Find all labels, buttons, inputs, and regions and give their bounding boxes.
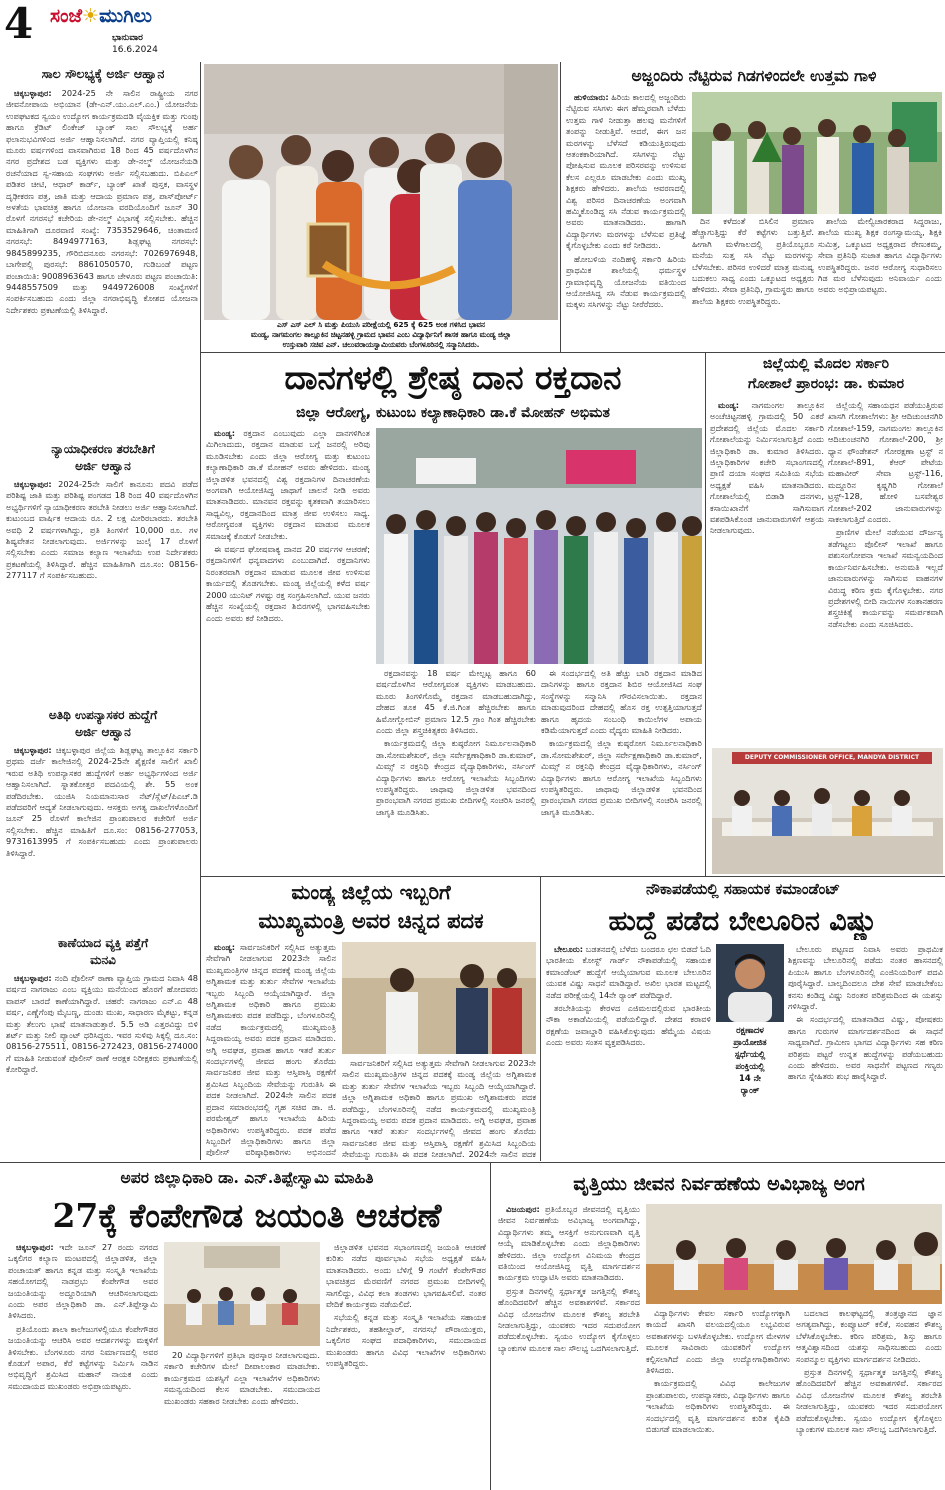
navy-headline-2: ಹುದ್ದೆ ಪಡೆದ ಬೇಲೂರಿನ ವಿಷ್ಣು [608, 906, 878, 937]
dateline: ಮಂಡ್ಯ: [718, 400, 740, 410]
article-text: ಈ ವರ್ಷದ ಘೋಷವಾಕ್ಯ ದಾನದ 20 ವರ್ಷಗಳ ಆಚರಣೆ; ರಕ್ತದಾನಿಗಳಿಗೆ ಧನ್ಯವಾದಗಳು ಎಂಬುದಾಗಿದೆ. ರಕ್ತದಾನಿಗಳು ನಿರಂತರವಾಗಿ ರಕ್ತದಾನ ಮಾಡುವ ಮೂಲಕ ಜೀವ ಉಳಿಸುವ ಕಾರ್ಯದಲ್ಲಿ ತೊಡಗಬೇಕು. ಮಂಡ್ಯ ಜಿಲ್ಲೆಯಲ್ಲಿ ಕಳೆದ ವರ್ಷ 2000 ಯುನಿಟ್ ಗಳಷ್ಟು ರಕ್ತ ಸಂಗ್ರಹಿಸಲಾಗಿದೆ. ಯುವ ಜನರು ಹೆಚ್ಚಿನ ಸಂಖ್ಯೆಯಲ್ಲಿ ರಕ್ತದಾನ ಶಿಬಿರಗಳಲ್ಲಿ ಭಾಗವಹಿಸಬೇಕು ಎಂದು ಅವರು ಕರೆ ನೀಡಿದರು. [206, 544, 370, 623]
career-body-col2 [646, 1308, 790, 1488]
kempegowda-body-col2 [164, 1350, 320, 1488]
article-text: ಕಾರ್ಯಕ್ರಮದಲ್ಲಿ ಜಿಲ್ಲಾ ಕುಷ್ಠರೋಗ ನಿರ್ಮೂಲನಾಧಿಕಾರಿ ಡಾ.ಸೋಮಶೇಖರ್, ಜಿಲ್ಲಾ ಸರ್ವೇಕ್ಷಣಾಧಿಕಾರಿ ಡಾ.ಕುಮಾರ್, ಮಿಮ್ಸ್ ನ ರಕ್ತನಿಧಿ ಕೇಂದ್ರದ ವೈದ್ಯಾಧಿಕಾರಿಗಳು, ನರ್ಸಿಂಗ್ ವಿದ್ಯಾರ್ಥಿಗಳು ಹಾಗೂ ಆರೋಗ್ಯ ಇಲಾಖೆಯ ಸಿಬ್ಬಂದಿಗಳು ಉಪಸ್ಥಿತರಿದ್ದರು. ಜಾಥಾವು ಜಿಲ್ಲಾಡಳಿತ ಭವನದಿಂದ ಪ್ರಾರಂಭವಾಗಿ ನಗರದ ಪ್ರಮುಖ ಬೀದಿಗಳಲ್ಲಿ ಸಂಚರಿಸಿ ಜನರಲ್ಲಿ ಜಾಗೃತಿ ಮೂಡಿಸಿತು. [541, 738, 702, 817]
gaushala-meeting-photo [712, 748, 943, 874]
blood-donation-headline: ದಾನಗಳಲ್ಲಿ ಶ್ರೇಷ್ಠ ದಾನ ರಕ್ತದಾನ [284, 358, 622, 397]
photo-tag-line: ಪ್ರಾಯೋಜಿತ [733, 1037, 767, 1047]
guest-lecturer-headline-2: ಅರ್ಜಿ ಆಹ್ವಾನ [75, 725, 131, 739]
trees-article-body-left [566, 92, 686, 350]
section-divider [201, 352, 945, 353]
tree-planting-photo [692, 92, 942, 214]
article-text: ಕಾರ್ಯಕ್ರಮದಲ್ಲಿ ಜಿಲ್ಲಾ ಕುಷ್ಠರೋಗ ನಿರ್ಮೂಲನಾಧಿಕಾರಿ ಡಾ.ಸೋಮಶೇಖರ್, ಜಿಲ್ಲಾ ಸರ್ವೇಕ್ಷಣಾಧಿಕಾರಿ ಡಾ.ಕುಮಾರ್, ಮಿಮ್ಸ್ ನ ರಕ್ತನಿಧಿ ಕೇಂದ್ರದ ವೈದ್ಯಾಧಿಕಾರಿಗಳು, ನರ್ಸಿಂಗ್ ವಿದ್ಯಾರ್ಥಿಗಳು ಹಾಗೂ ಆರೋಗ್ಯ ಇಲಾಖೆಯ ಸಿಬ್ಬಂದಿಗಳು ಉಪಸ್ಥಿತರಿದ್ದರು. ಜಾಥಾವು ಜಿಲ್ಲಾಡಳಿತ ಭವನದಿಂದ ಪ್ರಾರಂಭವಾಗಿ ನಗರದ ಪ್ರಮುಖ ಬೀದಿಗಳಲ್ಲಿ ಸಂಚರಿಸಿ ಜನರಲ್ಲಿ ಜಾಗೃತಿ ಮೂಡಿಸಿತು. [376, 738, 536, 817]
dateline: ಮಂಡ್ಯ: [214, 942, 236, 952]
masthead-day: ಭಾನುವಾರ [112, 33, 143, 43]
career-body-col1 [498, 1204, 640, 1488]
tribunal-article-body [6, 479, 198, 707]
felicitation-photo [204, 64, 558, 320]
article-text: ಬದಲಾದ ಕಾಲಘಟ್ಟದಲ್ಲಿ ತಂತ್ರಜ್ಞಾನದ ಜ್ಞಾನ ಅಗತ್ಯವಾಗಿದ್ದು, ಕಂಪ್ಯೂಟರ್ ಕಲಿಕೆ, ಸಂವಹನ ಕೌಶಲ್ಯ ಬೆಳೆಸಿಕೊಳ್ಳಬೇಕು. ಕಠಿಣ ಪರಿಶ್ರಮ, ಶಿಸ್ತು ಹಾಗೂ ಆತ್ಮವಿಶ್ವಾಸದಿಂದ ಯಶಸ್ಸು ಸಾಧಿಸಬಹುದು ಎಂದು ಸಂಪನ್ಮೂಲ ವ್ಯಕ್ತಿಗಳು ಮಾರ್ಗದರ್ಶನ ನೀಡಿದರು. [796, 1308, 942, 1364]
article-text: ಈ ಸಂದರ್ಭದಲ್ಲಿ ಮಾತನಾಡಿದ ವಿಷ್ಣು, ಪೋಷಕರು ಹಾಗೂ ಗುರುಗಳ ಮಾರ್ಗದರ್ಶನದಿಂದ ಈ ಸಾಧನೆ ಸಾಧ್ಯವಾಗಿದೆ. ಗ್ರಾಮೀಣ ಭಾಗದ ವಿದ್ಯಾರ್ಥಿಗಳು ಸಹ ಕಠಿಣ ಪರಿಶ್ರಮ ಪಟ್ಟರೆ ಉನ್ನತ ಹುದ್ದೆಗಳನ್ನು ಪಡೆಯಬಹುದು ಎಂದು ಹೇಳಿದರು. ಅವರ ಸಾಧನೆಗೆ ಪಟ್ಟಣದ ಗಣ್ಯರು ಹಾಗೂ ಸ್ನೇಹಿತರು ಶುಭ ಹಾರೈಸಿದ್ದಾರೆ. [788, 1014, 943, 1082]
article-text: ಇದೇ ಜೂನ್ 27 ರಂದು ನಗರದ ಒಕ್ಕಲಿಗರ ಕಲ್ಯಾಣ ಮಂಟಪದಲ್ಲಿ ಜಿಲ್ಲಾಡಳಿತ, ಜಿಲ್ಲಾ ಪಂಚಾಯತ್ ಹಾಗೂ ಕನ್ನಡ ಮತ್ತು ಸಂಸ್ಕೃತಿ ಇಲಾಖೆಯ ಸಹಯೋಗದಲ್ಲಿ ನಾಡಪ್ರಭು ಕೆಂಪೇಗೌಡ ಅವರ ಜಯಂತಿಯನ್ನು ಅದ್ದೂರಿಯಾಗಿ ಆಚರಿಸಲಾಗುವುದು ಎಂದು ಅಪರ ಜಿಲ್ಲಾಧಿಕಾರಿ ಡಾ. ಎನ್.ತಿಪ್ಪೇಸ್ವಾಮಿ ತಿಳಿಸಿದರು. [8, 1242, 158, 1321]
masthead-date: 16.6.2024 [112, 45, 158, 55]
logo-part-2: ಮುಗಿಲು [99, 5, 152, 27]
article-text: ಪ್ರತಿಯೊಬ್ಬರ ಜೀವನದಲ್ಲಿ ವೃತ್ತಿಯು ಜೀವನ ನಿರ್ವಹಣೆಯ ಅವಿಭಾಜ್ಯ ಅಂಗವಾಗಿದ್ದು, ವಿದ್ಯಾರ್ಥಿಗಳು ತಮ್ಮ ಆಸಕ್ತಿಗೆ ಅನುಗುಣವಾಗಿ ವೃತ್ತಿ ಆಯ್ಕೆ ಮಾಡಿಕೊಳ್ಳಬೇಕು ಎಂದು ಜಿಲ್ಲಾಧಿಕಾರಿಗಳು ಹೇಳಿದರು. ಜಿಲ್ಲಾ ಉದ್ಯೋಗ ವಿನಿಮಯ ಕೇಂದ್ರದ ವತಿಯಿಂದ ಆಯೋಜಿಸಿದ್ದ ವೃತ್ತಿ ಮಾರ್ಗದರ್ಶನ ಕಾರ್ಯಕ್ರಮ ಉದ್ಘಾಟಿಸಿ ಅವರು ಮಾತನಾಡಿದರು. [498, 1204, 640, 1283]
tribunal-article-headline-2: ಅರ್ಜಿ ಆಹ್ವಾನ [75, 459, 131, 473]
medal-headline-2: ಮುಖ್ಯಮಂತ್ರಿ ಅವರ ಚಿನ್ನದ ಪದಕ [258, 908, 484, 933]
dateline: ಹುಳಿಯಾರು: [574, 92, 609, 102]
article-text: ವಿದ್ಯಾರ್ಥಿಗಳು ಕೇವಲ ಸರ್ಕಾರಿ ಉದ್ಯೋಗಕ್ಕಾಗಿ ಕಾಯದೆ ಖಾಸಗಿ ವಲಯದಲ್ಲಿಯೂ ಲಭ್ಯವಿರುವ ಅವಕಾಶಗಳನ್ನು ಬಳಸಿಕೊಳ್ಳಬೇಕು. ಉದ್ಯೋಗ ಮೇಳಗಳ ಮೂಲಕ ಸಾವಿರಾರು ಯುವಕರಿಗೆ ಉದ್ಯೋಗ ಕಲ್ಪಿಸಲಾಗಿದೆ ಎಂದು ಜಿಲ್ಲಾ ಉದ್ಯೋಗಾಧಿಕಾರಿಗಳು ತಿಳಿಸಿದರು. [646, 1308, 790, 1376]
article-text: ಪ್ರಸ್ತುತ ದಿನಗಳಲ್ಲಿ ಸ್ಪರ್ಧಾತ್ಮಕ ಜಗತ್ತಿನಲ್ಲಿ ಕೌಶಲ್ಯ ಹೊಂದಿದವರಿಗೆ ಹೆಚ್ಚಿನ ಅವಕಾಶಗಳಿವೆ. ಸರ್ಕಾರದ ವಿವಿಧ ಯೋಜನೆಗಳ ಮೂಲಕ ಕೌಶಲ್ಯ ತರಬೇತಿ ನೀಡಲಾಗುತ್ತಿದ್ದು, ಯುವಕರು ಇದರ ಸದುಪಯೋಗ ಪಡೆದುಕೊಳ್ಳಬೇಕು. ಸ್ವಯಂ ಉದ್ಯೋಗ ಕೈಗೊಳ್ಳಲು ಬ್ಯಾಂಕುಗಳ ಮೂಲಕ ಸಾಲ ಸೌಲಭ್ಯ ಒದಗಿಸಲಾಗುತ್ತಿದೆ. [498, 1285, 640, 1353]
dateline: ಮಂಡ್ಯ: [214, 428, 236, 438]
article-text: ತರಬೇತಿಯನ್ನು ಕೇರಳದ ಎಜಿಮಲದಲ್ಲಿರುವ ಭಾರತೀಯ ನೌಕಾ ಅಕಾಡೆಮಿಯಲ್ಲಿ ಪಡೆಯಲಿದ್ದಾರೆ. ದೇಶದ ಕರಾವಳಿ ರಕ್ಷಣೆಯ ಜವಾಬ್ದಾರಿ ವಹಿಸಿಕೊಳ್ಳುವುದು ಹೆಮ್ಮೆಯ ವಿಷಯ ಎಂದು ಅವರು ಸಂತಸ ವ್ಯಕ್ತಪಡಿಸಿದರು. [546, 1003, 711, 1048]
photo-tag-line: 14 ನೇ [739, 1073, 761, 1083]
photo-tag-line: ಪಂಕ್ತಿಯಲ್ಲಿ [735, 1061, 765, 1071]
kempegowda-body-col3 [326, 1242, 486, 1488]
article-text: ಬಡತನದಲ್ಲಿ ಬೆಳೆದು ಬಂದರೂ ಛಲ ಬಿಡದೆ ಓದಿ ಭಾರತೀಯ ಕೋಸ್ಟ್ ಗಾರ್ಡ್ ನೌಕಾಪಡೆಯಲ್ಲಿ ಸಹಾಯಕ ಕಮಾಂಡೆಂಟ್ ಹುದ್ದೆಗೆ ಆಯ್ಕೆಯಾಗುವ ಮೂಲಕ ಬೇಲೂರಿನ ಯುವಕ ವಿಷ್ಣು ಸಾಧನೆ ಮಾಡಿದ್ದಾರೆ. ಅಖಿಲ ಭಾರತ ಮಟ್ಟದಲ್ಲಿ ನಡೆದ ಪರೀಕ್ಷೆಯಲ್ಲಿ 14ನೇ ರ‍್ಯಾಂಕ್ ಪಡೆದಿದ್ದಾರೆ. [546, 944, 711, 1000]
article-text: ನಂದಿ ಪೊಲೀಸ್ ಠಾಣಾ ವ್ಯಾಪ್ತಿಯ ಗ್ರಾಮದ ನಿವಾಸಿ 48 ವರ್ಷದ ನಾಗರಾಜು ಎಂಬ ವ್ಯಕ್ತಿಯು ಮನೆಯಿಂದ ಹೊರಗೆ ಹೋದವರು ವಾಪಸ್ ಬಾರದೆ ಕಾಣೆಯಾಗಿದ್ದಾರೆ. ಚಹರೆ: ನಾಗರಾಜು ಎನ್.ಎ 48 ವರ್ಷ, ಎಣ್ಣೆಗೆಂಪು ಮೈಬಣ್ಣ, ದುಂಡು ಮುಖ, ಸಾಧಾರಣ ಮೈಕಟ್ಟು, ಕನ್ನಡ ಮತ್ತು ತೆಲುಗು ಭಾಷೆ ಮಾತನಾಡುತ್ತಾರೆ. 5.5 ಅಡಿ ಎತ್ತರವಿದ್ದು ಬಿಳಿ ಶರ್ಟ್ ಮತ್ತು ನೀಲಿ ಪ್ಯಾಂಟ್ ಧರಿಸಿದ್ದರು. ಇವರ ಸುಳಿವು ಸಿಕ್ಕಲ್ಲಿ ದೂ.ಸಂ: 08156-275511, 08156-272423, 08156-274000 ಗೆ ಮಾಹಿತಿ ನೀಡುವಂತೆ ಪೊಲೀಸ್ ಠಾಣೆ ಆರಕ್ಷಕ ನಿರೀಕ್ಷಕರು ಪ್ರಕಟಣೆಯಲ್ಲಿ ಕೋರಿದ್ದಾರೆ. [6, 973, 198, 1075]
photo-tag-line: ರ‍್ಯಾಂಕ್ [740, 1085, 760, 1095]
blood-donation-body-col2 [376, 668, 536, 874]
missing-person-body [6, 973, 198, 1159]
guest-lecturer-headline-1: ಅತಿಥಿ ಉಪನ್ಯಾಸಕರ ಹುದ್ದೆಗೆ [48, 708, 158, 722]
kempegowda-meeting-photo [164, 1242, 320, 1346]
column-divider [540, 877, 541, 1161]
article-text: ಚಿಕ್ಕಬಳ್ಳಾಪುರ ಜಿಲ್ಲೆಯ ಶಿಡ್ಲಘಟ್ಟ ತಾಲ್ಲೂಕಿನ ಸರ್ಕಾರಿ ಪ್ರಥಮ ದರ್ಜೆ ಕಾಲೇಜಿನಲ್ಲಿ 2024-25ನೇ ಶೈಕ್ಷಣಿಕ ಸಾಲಿಗೆ ಖಾಲಿ ಇರುವ ಅತಿಥಿ ಉಪನ್ಯಾಸಕರ ಹುದ್ದೆಗಳಿಗೆ ಅರ್ಹ ಅಭ್ಯರ್ಥಿಗಳಿಂದ ಅರ್ಜಿ ಆಹ್ವಾನಿಸಲಾಗಿದೆ. ಸ್ನಾತಕೋತ್ತರ ಪದವಿಯಲ್ಲಿ ಶೇ. 55 ಅಂಕ ಪಡೆದಿರಬೇಕು. ಯುಜಿಸಿ ನಿಯಮಾನುಸಾರ ನೆಟ್/ಸ್ಲೆಟ್/ಪಿಎಚ್.ಡಿ ಪಡೆದವರಿಗೆ ಆದ್ಯತೆ ನೀಡಲಾಗುವುದು. ಆಸಕ್ತರು ಅಗತ್ಯ ದಾಖಲೆಗಳೊಂದಿಗೆ ಜೂನ್ 25 ರೊಳಗೆ ಕಾಲೇಜಿನ ಪ್ರಾಂಶುಪಾಲರ ಕಚೇರಿಗೆ ಅರ್ಜಿ ಸಲ್ಲಿಸಬೇಕು. ಹೆಚ್ಚಿನ ಮಾಹಿತಿಗೆ ದೂ.ಸಂ: 08156-277053, 9731613995 ಗೆ ಸಂಪರ್ಕಿಸಬಹುದು ಎಂದು ಪ್ರಾಂಶುಪಾಲರು ತಿಳಿಸಿದ್ದಾರೆ. [6, 745, 198, 858]
dateline: ಬೇಲೂರು: [554, 944, 584, 954]
photo-caption-line-2: ಮಂಡ್ಯ, ನಾಗಮಂಗಲ ತಾಲ್ಲೂಕಿನ ಚಿಟ್ಟನಹಳ್ಳಿ ಗ್ರಾಮದ ಭಾವನ ಎಂಬ ವಿದ್ಯಾರ್ಥಿನಿಗೆ ಶಾಸಕ ಹಾಗೂ ಮಂಡ್ಯ ಜಿಲ್ಲಾ [204, 330, 558, 340]
navy-body-col2 [788, 944, 943, 1160]
kempegowda-body-col1 [8, 1242, 158, 1488]
page-number: 4 [4, 2, 34, 46]
photo-tag-line: ರಕ್ಷಣಾದಳ [736, 1025, 764, 1035]
navy-body-col1 [546, 944, 711, 1160]
medal-ceremony-photo [342, 942, 536, 1054]
navy-headline-1: ನೌಕಾಪಡೆಯಲ್ಲಿ ಸಹಾಯಕ ಕಮಾಂಡೆಂಟ್ [645, 880, 841, 898]
gaushala-headline-1: ಜಿಲ್ಲೆಯಲ್ಲಿ ಮೊದಲ ಸರ್ಕಾರಿ [763, 356, 889, 372]
photo-caption-line-1: ಎಸ್ ಎಸ್ ಎಲ್ ಸಿ ಮತ್ತು ಪಿಯುಸಿ ಪರೀಕ್ಷೆಯಲ್ಲಿ 625 ಕ್ಕೆ 625 ಅಂಕ ಗಳಿಸಿದ ಭಾವನ [204, 320, 558, 330]
medal-headline-1: ಮಂಡ್ಯ ಜಿಲ್ಲೆಯ ಇಬ್ಬರಿಗೆ [291, 880, 451, 904]
article-text: ದಿನ ಕಳೆದಂತೆ ಬಿಸಿಲಿನ ಪ್ರಮಾಣ ಹೆಚ್ಚಾಗುತ್ತಿದ್ದು ಕೆರೆ ಕಟ್ಟೆಗಳು ಬತ್ತುತ್ತಿವೆ. ಹೀಗಾಗಿ ಮಳೆಗಾಲದಲ್ಲಿ ಪ್ರತಿಯೊಬ್ಬರೂ ಮನೆಯ ಸುತ್ತ ಸಸಿ ನೆಟ್ಟು ಮರಗಳನ್ನು ಬೆಳೆಸಬೇಕು. ಪರಿಸರ ಉಳಿದರೆ ಮಾತ್ರ ಮನುಷ್ಯ ಬದುಕಲು ಸಾಧ್ಯ ಎಂದು ಒಕ್ಕೂಟದ ಅಧ್ಯಕ್ಷರು ಹೇಳಿದರು. ಸೇವಾ ಪ್ರತಿನಿಧಿ, ಗ್ರಾಮಸ್ಥರು ಹಾಗೂ ಶಾಲೆಯ ಶಿಕ್ಷಕರು ಉಪಸ್ಥಿತರಿದ್ದರು. [692, 216, 814, 306]
gaushala-body-col1 [710, 400, 824, 746]
trees-article-headline: ಅಜ್ಜಂದಿರು ನೆಟ್ಟಿರುವ ಗಿಡಗಳಿಂದಲೇ ಉತ್ತಮ ಗಾಳಿ [631, 66, 877, 85]
article-text: ನಾಗಮಂಗಲ ತಾಲ್ಲೂಕಿನ ಅಂಚೆಚಿಟ್ಟನಹಳ್ಳಿ ಗ್ರಾಮದಲ್ಲಿ 50 ಎಕರೆ ಪ್ರದೇಶದಲ್ಲಿ ಜಿಲ್ಲೆಯ ಮೊದಲ ಸರ್ಕಾರಿ ಗೋಶಾಲೆಯನ್ನು ನಿರ್ಮಿಸಲಾಗುತ್ತಿದೆ ಎಂದು ಜಿಲ್ಲಾಧಿಕಾರಿ ಡಾ. ಕುಮಾರ ತಿಳಿಸಿದರು. ಜಿಲ್ಲಾಧಿಕಾರಿಗಳ ಕಚೇರಿ ಸಭಾಂಗಣದಲ್ಲಿ ಪ್ರಾಣಿ ದಯಾ ಸಂಘದ ಸಮಿತಿಯ ಸಭೆಯ ಅಧ್ಯಕ್ಷತೆ ವಹಿಸಿ ಮಾತನಾಡಿದರು. ಗೋಶಾಲೆಯಲ್ಲಿ ಬಿಡಾಡಿ ದನಗಳು, ಕಸಾಯಿಖಾನೆಗೆ ಸಾಗಿಸುವಾಗ ವಶಪಡಿಸಿಕೊಂಡ ಜಾನುವಾರುಗಳಿಗೆ ಆಶ್ರಯ ನೀಡಲಾಗುವುದು. [710, 400, 824, 536]
article-text: ಹಿರಿಯ ಕಾಲದಲ್ಲಿ ಅಜ್ಜಂದಿರು ನೆಟ್ಟಿರುವ ಸಸಿಗಳು ಈಗ ಹೆಮ್ಮರವಾಗಿ ಬೆಳೆದು ಉತ್ತಮ ಗಾಳಿ ನೀಡುತ್ತಾ ಹಲವು ಮನೆಗಳಿಗೆ ತಂಪನ್ನು ನೀಡುತ್ತಿವೆ. ಆದರೆ, ಈಗ ಜನ ಮರಗಳನ್ನು ಬೆಳೆಸದೆ ಕಡಿಯುತ್ತಿರುವುದು ಆತಂಕಕಾರಿಯಾಗಿದೆ. ಸಸಿಗಳನ್ನು ನೆಟ್ಟು ಪೋಷಿಸುವ ಮೂಲಕ ಪರಿಸರವನ್ನು ಉಳಿಸುವ ಕೆಲಸ ಎಲ್ಲರೂ ಮಾಡಬೇಕು ಎಂದು ಮುಖ್ಯ ಶಿಕ್ಷಕರು ಹೇಳಿದರು. ಶಾಲೆಯ ಆವರಣದಲ್ಲಿ ವಿಶ್ವ ಪರಿಸರ ದಿನಾಚರಣೆಯ ಅಂಗವಾಗಿ ಹಮ್ಮಿಕೊಂಡಿದ್ದ ಸಸಿ ನೆಡುವ ಕಾರ್ಯಕ್ರಮದಲ್ಲಿ ಅವರು ಮಾತನಾಡಿದರು. ಹಾಗಾಗಿ ವಿದ್ಯಾರ್ಥಿಗಳು ಮರಗಳನ್ನು ಬೆಳೆಸುವ ಪ್ರತಿಜ್ಞೆ ಕೈಗೊಳ್ಳಬೇಕು ಎಂದು ಕರೆ ನೀಡಿದರು. [566, 92, 686, 251]
photo-caption-line-3: ಉಸ್ತುವಾರಿ ಸಚಿವ ಎನ್. ಚಲುವರಾಯಸ್ವಾಮಿಯವರು ಬೆಂಗಳೂರಿನಲ್ಲಿ ಸನ್ಮಾನಿಸಿದರು. [204, 340, 558, 350]
career-meeting-photo [646, 1204, 942, 1304]
photo-tag-line: ಸ್ಪರ್ಧೆಯಲ್ಲಿ [734, 1049, 766, 1059]
kempegowda-kicker: ಅಪರ ಜಿಲ್ಲಾಧಿಕಾರಿ ಡಾ. ಎನ್.ತಿಪ್ಪೇಸ್ವಾಮಿ ಮಾಹಿತಿ [120, 1168, 374, 1187]
section-divider [201, 876, 945, 877]
dateline: ಚಿಕ್ಕಬಳ್ಳಾಪುರ: [14, 745, 52, 755]
missing-person-headline-2: ಮನವಿ [90, 953, 116, 967]
column-divider [705, 353, 706, 876]
career-headline: ವೃತ್ತಿಯು ಜೀವನ ನಿರ್ವಹಣೆಯ ಅವಿಭಾಜ್ಯ ಅಂಗ [573, 1173, 865, 1195]
article-text: ಶಾಲೆಯ ಮೇಲ್ವಿಚಾರಕರಾದ ಸಿದ್ದರಾಜು, ಶಾಲೆಯ ಮುಖ್ಯ ಶಿಕ್ಷಕ ರಂಗಸ್ವಾಮಯ್ಯ, ಶಿಕ್ಷಕಿ ಸುಮಿತ್ರ, ಒಕ್ಕೂಟದ ಅಧ್ಯಕ್ಷರಾದ ರೇಣುಕಮ್ಮ, ಸೇವಾ ಪ್ರತಿನಿಧಿ ಸುಜಾತ ಹಾಗೂ ವಿದ್ಯಾರ್ಥಿಗಳು ಉಪಸ್ಥಿತರಿದ್ದರು. ಜನರ ಆರೋಗ್ಯ ಸುಧಾರಿಸಲು ಗಿಡ ಮರ ಬೆಳೆಸುವುದು ಅನಿವಾರ್ಯ ಎಂದು ಅವರು ಅಭಿಪ್ರಾಯಪಟ್ಟರು. [818, 216, 942, 295]
kempegowda-headline: 27ಕ್ಕೆ ಕೆಂಪೇಗೌಡ ಜಯಂತಿ ಆಚರಣೆ [52, 1196, 442, 1235]
article-text: ಕಾರ್ಯಕ್ರಮದಲ್ಲಿ ವಿವಿಧ ಕಾಲೇಜುಗಳ ಪ್ರಾಂಶುಪಾಲರು, ಉಪನ್ಯಾಸಕರು, ವಿದ್ಯಾರ್ಥಿಗಳು ಹಾಗೂ ಇಲಾಖೆಯ ಅಧಿಕಾರಿಗಳು ಉಪಸ್ಥಿತರಿದ್ದರು. ಈ ಸಂದರ್ಭದಲ್ಲಿ ವೃತ್ತಿ ಮಾರ್ಗದರ್ಶನ ಕುರಿತ ಕೈಪಿಡಿ ಬಿಡುಗಡೆ ಮಾಡಲಾಯಿತು. [646, 1378, 790, 1435]
loan-article-body [6, 88, 198, 440]
dateline: ಚಿಕ್ಕಬಳ್ಳಾಪುರ: [14, 973, 52, 983]
article-text: ಪ್ರಸ್ತುತ ದಿನಗಳಲ್ಲಿ ಸ್ಪರ್ಧಾತ್ಮಕ ಜಗತ್ತಿನಲ್ಲಿ ಕೌಶಲ್ಯ ಹೊಂದಿದವರಿಗೆ ಹೆಚ್ಚಿನ ಅವಕಾಶಗಳಿವೆ. ಸರ್ಕಾರದ ವಿವಿಧ ಯೋಜನೆಗಳ ಮೂಲಕ ಕೌಶಲ್ಯ ತರಬೇತಿ ನೀಡಲಾಗುತ್ತಿದ್ದು, ಯುವಕರು ಇದರ ಸದುಪಯೋಗ ಪಡೆದುಕೊಳ್ಳಬೇಕು. ಸ್ವಯಂ ಉದ್ಯೋಗ ಕೈಗೊಳ್ಳಲು ಬ್ಯಾಂಕುಗಳ ಮೂಲಕ ಸಾಲ ಸೌಲಭ್ಯ ಒದಗಿಸಲಾಗುತ್ತಿದೆ. [796, 1367, 942, 1435]
article-text: ಜಿಲ್ಲೆಯಲ್ಲಿ ಸಹಾಯಧನ ಪಡೆಯುತ್ತಿರುವ ಖಾಸಗಿ ಗೋಶಾಲೆಗಳು: ಶ್ರೀ ಆದಿಚುಂಚನಗಿರಿ ಗೋಶಾಲೆ-159, ನಾಗಮಂಗಲ ತಾಲ್ಲೂಕಿನ ಆದಿಚುಂಚನಗಿರಿ ಗೋಶಾಲೆ-200, ಶ್ರೀ ಧ್ಯಾನ ಫೌಂಡೇಶನ್ ಗೋರಕ್ಷಣಾ ಟ್ರಸ್ಟ್ ನ ಗೋಶಾಲೆ-891, ಕೆಆರ್ ಪೇಟೆಯ ಮಹಾವೀರ್ ಸೇವಾ ಟ್ರಸ್ಟ್-116, ಮದ್ದೂರಿನ ಕೃಷ್ಣಗಿರಿ ಗೋಶಾಲೆ ಟ್ರಸ್ಟ್-128, ಹೋಳಿ ಬಸವೇಶ್ವರ ಗೋಶಾಲೆ-202 ಜಾನುವಾರುಗಳನ್ನು ಸಾಕಲಾಗುತ್ತಿದೆ ಎಂದರು. [828, 400, 943, 525]
article-text: ರಕ್ತದಾನ ಎಂಬುವುದು ಎಲ್ಲಾ ದಾನಗಳಿಗಿಂತ ಮಿಗಿಲಾದುದು, ರಕ್ತದಾನ ಮಾಡುವ ಬಗ್ಗೆ ಜನರಲ್ಲಿ ಅರಿವು ಮೂಡಿಸಬೇಕು ಎಂದು ಜಿಲ್ಲಾ ಆರೋಗ್ಯ ಮತ್ತು ಕುಟುಂಬ ಕಲ್ಯಾಣಾಧಿಕಾರಿ ಡಾ.ಕೆ ಮೋಹನ್ ಅವರು ಹೇಳಿದರು. ಮಂಡ್ಯ ಜಿಲ್ಲಾಡಳಿತ ಭವನದಲ್ಲಿ ವಿಶ್ವ ರಕ್ತದಾನಿಗಳ ದಿನಾಚರಣೆಯ ಅಂಗವಾಗಿ ಆಯೋಜಿಸಿದ್ದ ಜಾಥಾಗೆ ಚಾಲನೆ ನೀಡಿ ಅವರು ಮಾತನಾಡಿದರು. ಮಾನವನ ರಕ್ತವನ್ನು ಕೃತಕವಾಗಿ ತಯಾರಿಸಲು ಸಾಧ್ಯವಿಲ್ಲ, ರಕ್ತದಾನದಿಂದ ಮಾತ್ರ ಜೀವ ಉಳಿಸಲು ಸಾಧ್ಯ. ಆರೋಗ್ಯವಂತ ವ್ಯಕ್ತಿಗಳು ರಕ್ತದಾನ ಮಾಡುವ ಮೂಲಕ ಸಮಾಜಕ್ಕೆ ಕೊಡುಗೆ ನೀಡಬೇಕು. [206, 428, 370, 541]
blood-donation-body-col3 [541, 668, 702, 874]
guest-lecturer-body [6, 745, 198, 933]
tribunal-article-headline-1: ನ್ಯಾಯಾಧೀಕರಣ ತರಬೇತಿಗೆ [51, 442, 155, 456]
article-text: 2024-25ನೇ ಸಾಲಿಗೆ ಕಾನೂನು ಪದವಿ ಪಡೆದ ಪರಿಶಿಷ್ಟ ಜಾತಿ ಮತ್ತು ಪರಿಶಿಷ್ಟ ಪಂಗಡದ 18 ರಿಂದ 40 ವರ್ಷದೊಳಗಿನ ಅಭ್ಯರ್ಥಿಗಳಿಗೆ ನ್ಯಾಯಾಧೀಕರಣ ತರಬೇತಿ ನೀಡಲು ಅರ್ಜಿ ಆಹ್ವಾನಿಸಲಾಗಿದೆ. ಕುಟುಂಬದ ವಾರ್ಷಿಕ ಆದಾಯ ರೂ. 2 ಲಕ್ಷ ಮೀರಿರಬಾರದು. ತರಬೇತಿ ಅವಧಿ 2 ವರ್ಷಗಳಾಗಿದ್ದು, ಪ್ರತಿ ತಿಂಗಳಿಗೆ 10,000 ರೂ. ಗಳ ಶಿಷ್ಯವೇತನ ನೀಡಲಾಗುವುದು. ಅರ್ಜಿಗಳನ್ನು ಜುಲೈ 17 ರೊಳಗೆ ಸಲ್ಲಿಸಬೇಕು ಎಂದು ಸಮಾಜ ಕಲ್ಯಾಣ ಇಲಾಖೆಯ ಉಪ ನಿರ್ದೇಶಕರು ಪ್ರಕಟಣೆಯಲ್ಲಿ ತಿಳಿಸಿದ್ದಾರೆ. ಹೆಚ್ಚಿನ ಮಾಹಿತಿಗಾಗಿ ದೂ.ಸಂ: 08156-277117 ಗೆ ಸಂಪರ್ಕಿಸಬಹುದು. [6, 479, 198, 581]
medal-body-col2 [342, 1058, 536, 1160]
article-text: ಪ್ರಾಣಿಗಳ ಮೇಲೆ ನಡೆಯುವ ದೌರ್ಜನ್ಯ ತಡೆಗಟ್ಟಲು ಪೊಲೀಸ್ ಇಲಾಖೆ ಹಾಗೂ ಪಶುಸಂಗೋಪನಾ ಇಲಾಖೆ ಸಮನ್ವಯದಿಂದ ಕಾರ್ಯನಿರ್ವಹಿಸಬೇಕು. ಅನುಮತಿ ಇಲ್ಲದೆ ಜಾನುವಾರುಗಳನ್ನು ಸಾಗಿಸುವ ವಾಹನಗಳ ವಿರುದ್ಧ ಕಠಿಣ ಕ್ರಮ ಕೈಗೊಳ್ಳಬೇಕು. ನಗರ ಪ್ರದೇಶಗಳಲ್ಲಿ ಬೀದಿ ನಾಯಿಗಳ ಸಂತಾನಹರಣ ಶಸ್ತ್ರಚಿಕಿತ್ಸೆ ಕಾರ್ಯವನ್ನು ಸಮರ್ಪಕವಾಗಿ ನಡೆಸಬೇಕು ಎಂದು ಸೂಚಿಸಿದರು. [828, 527, 943, 629]
article-text: ಸಾರ್ವಜನಿಕರಿಗೆ ಸಲ್ಲಿಸಿದ ಅತ್ಯುತ್ತಮ ಸೇವೆಗಾಗಿ ನೀಡಲಾಗುವ 2023ನೇ ಸಾಲಿನ ಮುಖ್ಯಮಂತ್ರಿಗಳ ಚಿನ್ನದ ಪದಕಕ್ಕೆ ಮಂಡ್ಯ ಜಿಲ್ಲೆಯ ಅಗ್ನಿಶಾಮಕ ಮತ್ತು ತುರ್ತು ಸೇವೆಗಳ ಇಲಾಖೆಯ ಇಬ್ಬರು ಸಿಬ್ಬಂದಿ ಆಯ್ಕೆಯಾಗಿದ್ದಾರೆ. ಜಿಲ್ಲಾ ಅಗ್ನಿಶಾಮಕ ಅಧಿಕಾರಿ ಹಾಗೂ ಪ್ರಮುಖ ಅಗ್ನಿಶಾಮಕರು ಪದಕ ಪಡೆದಿದ್ದು, ಬೆಂಗಳೂರಿನಲ್ಲಿ ನಡೆದ ಕಾರ್ಯಕ್ರಮದಲ್ಲಿ ಮುಖ್ಯಮಂತ್ರಿ ಸಿದ್ದರಾಮಯ್ಯ ಅವರು ಪದಕ ಪ್ರದಾನ ಮಾಡಿದರು. ಅಗ್ನಿ ಅವಘಡ, ಪ್ರವಾಹ ಹಾಗೂ ಇತರೆ ತುರ್ತು ಸಂದರ್ಭಗಳಲ್ಲಿ ಜೀವದ ಹಂಗು ತೊರೆದು ಸಾರ್ವಜನಿಕರ ಜೀವ ಮತ್ತು ಆಸ್ತಿಪಾಸ್ತಿ ರಕ್ಷಣೆಗೆ ಶ್ರಮಿಸಿದ ಸಿಬ್ಬಂದಿಯ ಸೇವೆಯನ್ನು ಗುರುತಿಸಿ ಈ ಪದಕ ನೀಡಲಾಗಿದೆ. 2024ನೇ ಸಾಲಿನ ಪದಕ ಪ್ರದಾನ ಸಮಾರಂಭದಲ್ಲಿ ಗೃಹ ಸಚಿವ ಡಾ. ಜಿ. ಪರಮೇಶ್ವರ್ ಹಾಗೂ ಇಲಾಖೆಯ ಹಿರಿಯ ಅಧಿಕಾರಿಗಳು ಉಪಸ್ಥಿತರಿದ್ದರು. ಪದಕ ಪಡೆದ ಸಿಬ್ಬಂದಿಗೆ ಜಿಲ್ಲಾಧಿಕಾರಿಗಳು ಹಾಗೂ ಜಿಲ್ಲಾ ಪೊಲೀಸ್ ವರಿಷ್ಠಾಧಿಕಾರಿಗಳು ಅಭಿನಂದನೆ [206, 942, 336, 1158]
gaushala-headline-2: ಗೋಶಾಲೆ ಪ್ರಾರಂಭ: ಡಾ. ಕುಮಾರ [748, 376, 904, 392]
dateline: ಚಿಕ್ಕಬಳ್ಳಾಪುರ: [14, 88, 52, 98]
blood-donation-body-col1 [206, 428, 370, 874]
newspaper-logo: ಸಂಜೆ☀ಮುಗಿಲು [50, 5, 152, 27]
vishnu-photo-tag [716, 1024, 784, 1160]
gaushala-body-col2 [828, 400, 943, 746]
article-text: ಹೋಬಳಿಯ ನಂದಿಹಳ್ಳಿ ಸರ್ಕಾರಿ ಹಿರಿಯ ಪ್ರಾಥಮಿಕ ಶಾಲೆಯಲ್ಲಿ ಧರ್ಮಸ್ಥಳ ಗ್ರಾಮಾಭಿವೃದ್ಧಿ ಯೋಜನೆಯ ವತಿಯಿಂದ ಆಯೋಜಿಸಿದ್ದ ಸಸಿ ನೆಡುವ ಕಾರ್ಯಕ್ರಮದಲ್ಲಿ ಮಕ್ಕಳು ಸಸಿಗಳನ್ನು ನೆಟ್ಟು ನೀರೆರೆದರು. [566, 253, 686, 310]
missing-person-headline-1: ಕಾಣೆಯಾದ ವ್ಯಕ್ತಿ ಪತ್ತೆಗೆ [57, 936, 149, 950]
article-text: ರಕ್ತದಾನವನ್ನು 18 ವರ್ಷ ಮೇಲ್ಪಟ್ಟ ಹಾಗೂ 60 ವರ್ಷದೊಳಗಿನ ಆರೋಗ್ಯವಂತ ವ್ಯಕ್ತಿಗಳು ಮಾಡಬಹುದು. ಮೂರು ತಿಂಗಳಿಗೊಮ್ಮೆ ರಕ್ತದಾನ ಮಾಡಬಹುದಾಗಿದ್ದು, ದೇಹದ ತೂಕ 45 ಕೆ.ಜಿ.ಗಿಂತ ಹೆಚ್ಚಿರಬೇಕು ಹಾಗೂ ಹಿಮೋಗ್ಲೋಬಿನ್ ಪ್ರಮಾಣ 12.5 ಗ್ರಾಂ ಗಿಂತ ಹೆಚ್ಚಿರಬೇಕು ಎಂದು ಜಿಲ್ಲಾ ಶಸ್ತ್ರಚಿಕಿತ್ಸಕರು ತಿಳಿಸಿದರು. [376, 668, 536, 736]
column-divider [560, 62, 561, 352]
office-sign: DEPUTY COMMISSIONER OFFICE, MANDYA DISTRICT [744, 754, 920, 761]
logo-part-1: ಸಂಜೆ [50, 5, 83, 27]
section-divider [0, 1162, 945, 1163]
career-body-col3 [796, 1308, 942, 1488]
article-text: ಪ್ರತಿಯೊಂದು ಶಾಲಾ ಕಾಲೇಜುಗಳಲ್ಲಿಯೂ ಕೆಂಪೇಗೌಡರ ಜಯಂತಿಯನ್ನು ಆಚರಿಸಿ ಅವರ ಆದರ್ಶಗಳನ್ನು ಮಕ್ಕಳಿಗೆ ತಿಳಿಸಬೇಕು. ಬೆಂಗಳೂರು ನಗರ ನಿರ್ಮಾಣದಲ್ಲಿ ಅವರ ಕೊಡುಗೆ ಅಪಾರ, ಕೆರೆ ಕಟ್ಟೆಗಳನ್ನು ನಿರ್ಮಿಸಿ ನಾಡಿನ ಅಭಿವೃದ್ಧಿಗೆ ಶ್ರಮಿಸಿದ ಮಹಾನ್ ನಾಯಕ ಎಂದು ಸಮುದಾಯದ ಮುಖಂಡರು ಅಭಿಪ್ರಾಯಪಟ್ಟರು. [8, 1323, 158, 1391]
article-text: 20 ವಿದ್ಯಾರ್ಥಿಗಳಿಗೆ ಪ್ರತಿಭಾ ಪುರಸ್ಕಾರ ನೀಡಲಾಗುವುದು. ಸರ್ಕಾರಿ ಕಚೇರಿಗಳ ಮೇಲೆ ದೀಪಾಲಂಕಾರ ಮಾಡಬೇಕು. ಕಾರ್ಯಕ್ರಮದ ಯಶಸ್ಸಿಗೆ ಎಲ್ಲಾ ಇಲಾಖೆಗಳ ಅಧಿಕಾರಿಗಳು ಸಮನ್ವಯದಿಂದ ಕೆಲಸ ಮಾಡಬೇಕು. ಸಮುದಾಯದ ಮುಖಂಡರು ಸಹಕಾರ ನೀಡಬೇಕು ಎಂದು ಹೇಳಿದರು. [164, 1350, 320, 1406]
article-text: ಈ ಸಂದರ್ಭದಲ್ಲಿ ಅತಿ ಹೆಚ್ಚು ಬಾರಿ ರಕ್ತದಾನ ಮಾಡಿದ ದಾನಿಗಳನ್ನು ಹಾಗೂ ರಕ್ತದಾನ ಶಿಬಿರ ಆಯೋಜಿಸಿದ ಸಂಘ ಸಂಸ್ಥೆಗಳನ್ನು ಸನ್ಮಾನಿಸಿ ಗೌರವಿಸಲಾಯಿತು. ರಕ್ತದಾನ ಮಾಡುವುದರಿಂದ ದೇಹದಲ್ಲಿ ಹೊಸ ರಕ್ತ ಉತ್ಪತ್ತಿಯಾಗುತ್ತದೆ ಹಾಗೂ ಹೃದಯ ಸಂಬಂಧಿ ಕಾಯಿಲೆಗಳ ಅಪಾಯ ಕಡಿಮೆಯಾಗುತ್ತದೆ ಎಂದು ವೈದ್ಯರು ಮಾಹಿತಿ ನೀಡಿದರು. [541, 668, 702, 736]
article-text: 2024-25 ನೇ ಸಾಲಿನ ರಾಷ್ಟ್ರೀಯ ನಗರ ಜೀವನೋಪಾಯ ಅಭಿಯಾನ (ಡೇ-ಎನ್.ಯು.ಎಲ್.ಎಂ.) ಯೋಜನೆಯ ಉಪಘಟಕದ ಸ್ವಯಂ ಉದ್ಯೋಗ ಕಾರ್ಯಕ್ರಮದಡಿ ವೈಯಕ್ತಿಕ ಮತ್ತು ಗುಂಪು ಹಾಗೂ ಕ್ರೆಡಿಟ್ ಲಿಂಕೇಜ್ ಬ್ಯಾಂಕ್ ಸಾಲ ಸೌಲಭ್ಯಕ್ಕೆ ಅರ್ಹ ಫಲಾನುಭವಿಗಳಿಂದ ಅರ್ಜಿ ಆಹ್ವಾನಿಸಲಾಗಿದೆ. ನಗರ ವ್ಯಾಪ್ತಿಯಲ್ಲಿ ಕನಿಷ್ಠ ಮೂರು ವರ್ಷಗಳಿಂದ ವಾಸವಾಗಿರುವ 18 ರಿಂದ 45 ವರ್ಷದೊಳಗಿನ ನಗರ ಪ್ರದೇಶದ ಬಡ ವ್ಯಕ್ತಿಗಳು ಮತ್ತು ಡೇ-ನಲ್ಮ್ ಯೋಜನೆಯಡಿ ರಚನೆಯಾದ ಸ್ವ-ಸಹಾಯ ಸಂಘಗಳು ಅರ್ಜಿ ಸಲ್ಲಿಸಬಹುದು. ಬಿಪಿಎಲ್ ಪಡಿತರ ಚೀಟಿ, ಆಧಾರ್ ಕಾರ್ಡ್, ಬ್ಯಾಂಕ್ ಖಾತೆ ಪುಸ್ತಕ, ವಾಸಸ್ಥಳ ದೃಢೀಕರಣ ಪತ್ರ, ಜಾತಿ ಮತ್ತು ಆದಾಯ ಪ್ರಮಾಣ ಪತ್ರ, ಪಾಸ್‌ಪೋರ್ಟ್ ಅಳತೆಯ ಭಾವಚಿತ್ರ ಹಾಗೂ ಯೋಜನಾ ವರದಿಯೊಂದಿಗೆ ಜೂನ್ 30 ರೊಳಗೆ ನಗರಸಭೆ ಕಚೇರಿಯ ಡೇ-ನಲ್ಮ್ ವಿಭಾಗಕ್ಕೆ ಸಲ್ಲಿಸಬೇಕು. ಹೆಚ್ಚಿನ ಮಾಹಿತಿಗಾಗಿ ದೂರವಾಣಿ ಸಂಖ್ಯೆ: 7353529646, ಚಿಂತಾಮಣಿ ನಗರಸಭೆ: 8494977163, ಶಿಡ್ಲಘಟ್ಟ ನಗರಸಭೆ: 9845899235, ಗೌರಿಬಿದನೂರು ನಗರಸಭೆ: 7026976948, ಬಾಗೇಪಲ್ಲಿ ಪುರಸಭೆ: 8861050570, ಗುಡಿಬಂಡೆ ಪಟ್ಟಣ ಪಂಚಾಯಿತಿ: 9008963643 ಹಾಗೂ ಚೇಳೂರು ಪಟ್ಟಣ ಪಂಚಾಯಿತಿ: 9448557509 ಮತ್ತು 9449726008 ಸಂಖ್ಯೆಗಳಿಗೆ ಸಂಪರ್ಕಿಸಬಹುದು ಎಂದು ಜಿಲ್ಲಾ ನಗರಾಭಿವೃದ್ಧಿ ಕೋಶದ ಯೋಜನಾ ನಿರ್ದೇಶಕರು ಪ್ರಕಟಣೆಯಲ್ಲಿ ತಿಳಿಸಿದ್ದಾರೆ. [6, 88, 198, 315]
article-text: ಸಭೆಯಲ್ಲಿ ಕನ್ನಡ ಮತ್ತು ಸಂಸ್ಕೃತಿ ಇಲಾಖೆಯ ಸಹಾಯಕ ನಿರ್ದೇಶಕರು, ತಹಶೀಲ್ದಾರ್, ನಗರಸಭೆ ಪೌರಾಯುಕ್ತರು, ಒಕ್ಕಲಿಗರ ಸಂಘದ ಪದಾಧಿಕಾರಿಗಳು, ಸಮುದಾಯದ ಮುಖಂಡರು ಹಾಗೂ ವಿವಿಧ ಇಲಾಖೆಗಳ ಅಧಿಕಾರಿಗಳು ಉಪಸ್ಥಿತರಿದ್ದರು. [326, 1312, 486, 1369]
vishnu-portrait-photo [716, 944, 784, 1022]
medal-body-col1 [206, 942, 336, 1160]
column-divider [200, 62, 201, 1160]
blood-donation-rally-photo [376, 428, 702, 664]
dateline: ವಿಜಯಪುರ: [506, 1204, 540, 1214]
loan-article-headline: ಸಾಲ ಸೌಲಭ್ಯಕ್ಕೆ ಅರ್ಜಿ ಆಹ್ವಾನ [41, 66, 165, 81]
trees-article-body-bottom-b [818, 216, 942, 350]
blood-donation-subheadline: ಜಿಲ್ಲಾ ಆರೋಗ್ಯ, ಕುಟುಂಬ ಕಲ್ಯಾಣಾಧಿಕಾರಿ ಡಾ.ಕೆ ಮೋಹನ್ ಅಭಿಮತ [296, 405, 610, 421]
dateline: ಚಿಕ್ಕಬಳ್ಳಾಪುರ: [14, 479, 52, 489]
article-text: ಜಿಲ್ಲಾಡಳಿತ ಭವನದ ಸಭಾಂಗಣದಲ್ಲಿ ಜಯಂತಿ ಆಚರಣೆ ಕುರಿತು ನಡೆದ ಪೂರ್ವಭಾವಿ ಸಭೆಯ ಅಧ್ಯಕ್ಷತೆ ವಹಿಸಿ ಮಾತನಾಡಿದರು. ಅಂದು ಬೆಳಿಗ್ಗೆ 9 ಗಂಟೆಗೆ ಕೆಂಪೇಗೌಡರ ಭಾವಚಿತ್ರದ ಮೆರವಣಿಗೆ ನಗರದ ಪ್ರಮುಖ ಬೀದಿಗಳಲ್ಲಿ ಸಾಗಲಿದ್ದು, ವಿವಿಧ ಕಲಾ ತಂಡಗಳು ಭಾಗವಹಿಸಲಿವೆ. ನಂತರ ವೇದಿಕೆ ಕಾರ್ಯಕ್ರಮ ನಡೆಯಲಿದೆ. [326, 1242, 486, 1310]
article-text: ಬೇಲೂರು ಪಟ್ಟಣದ ನಿವಾಸಿ ಅವರು ಪ್ರಾಥಮಿಕ ಶಿಕ್ಷಣವನ್ನು ಬೇಲೂರಿನಲ್ಲಿ ಪಡೆದು ನಂತರ ಹಾಸನದಲ್ಲಿ ಪಿಯುಸಿ ಹಾಗೂ ಬೆಂಗಳೂರಿನಲ್ಲಿ ಎಂಜಿನಿಯರಿಂಗ್ ಪದವಿ ಪೂರೈಸಿದ್ದಾರೆ. ಬಾಲ್ಯದಿಂದಲೂ ದೇಶ ಸೇವೆ ಮಾಡಬೇಕೆಂಬ ಕನಸು ಕಂಡಿದ್ದ ವಿಷ್ಣು ನಿರಂತರ ಪರಿಶ್ರಮದಿಂದ ಈ ಯಶಸ್ಸು ಗಳಿಸಿದ್ದಾರೆ. [788, 944, 943, 1012]
trees-article-body-bottom-a [692, 216, 814, 350]
column-divider [490, 1163, 491, 1490]
dateline: ಚಿಕ್ಕಬಳ್ಳಾಪುರ: [16, 1242, 54, 1252]
article-text: ಸಾರ್ವಜನಿಕರಿಗೆ ಸಲ್ಲಿಸಿದ ಅತ್ಯುತ್ತಮ ಸೇವೆಗಾಗಿ ನೀಡಲಾಗುವ 2023ನೇ ಸಾಲಿನ ಮುಖ್ಯಮಂತ್ರಿಗಳ ಚಿನ್ನದ ಪದಕಕ್ಕೆ ಮಂಡ್ಯ ಜಿಲ್ಲೆಯ ಅಗ್ನಿಶಾಮಕ ಮತ್ತು ತುರ್ತು ಸೇವೆಗಳ ಇಲಾಖೆಯ ಇಬ್ಬರು ಸಿಬ್ಬಂದಿ ಆಯ್ಕೆಯಾಗಿದ್ದಾರೆ. ಜಿಲ್ಲಾ ಅಗ್ನಿಶಾಮಕ ಅಧಿಕಾರಿ ಹಾಗೂ ಪ್ರಮುಖ ಅಗ್ನಿಶಾಮಕರು ಪದಕ ಪಡೆದಿದ್ದು, ಬೆಂಗಳೂರಿನಲ್ಲಿ ನಡೆದ ಕಾರ್ಯಕ್ರಮದಲ್ಲಿ ಮುಖ್ಯಮಂತ್ರಿ ಸಿದ್ದರಾಮಯ್ಯ ಅವರು ಪದಕ ಪ್ರದಾನ ಮಾಡಿದರು. ಅಗ್ನಿ ಅವಘಡ, ಪ್ರವಾಹ ಹಾಗೂ ಇತರೆ ತುರ್ತು ಸಂದರ್ಭಗಳಲ್ಲಿ ಜೀವದ ಹಂಗು ತೊರೆದು ಸಾರ್ವಜನಿಕರ ಜೀವ ಮತ್ತು ಆಸ್ತಿಪಾಸ್ತಿ ರಕ್ಷಣೆಗೆ ಶ್ರಮಿಸಿದ ಸಿಬ್ಬಂದಿಯ ಸೇವೆಯನ್ನು ಗುರುತಿಸಿ ಈ ಪದಕ ನೀಡಲಾಗಿದೆ. 2024ನೇ ಸಾಲಿನ ಪದಕ [342, 1058, 536, 1160]
